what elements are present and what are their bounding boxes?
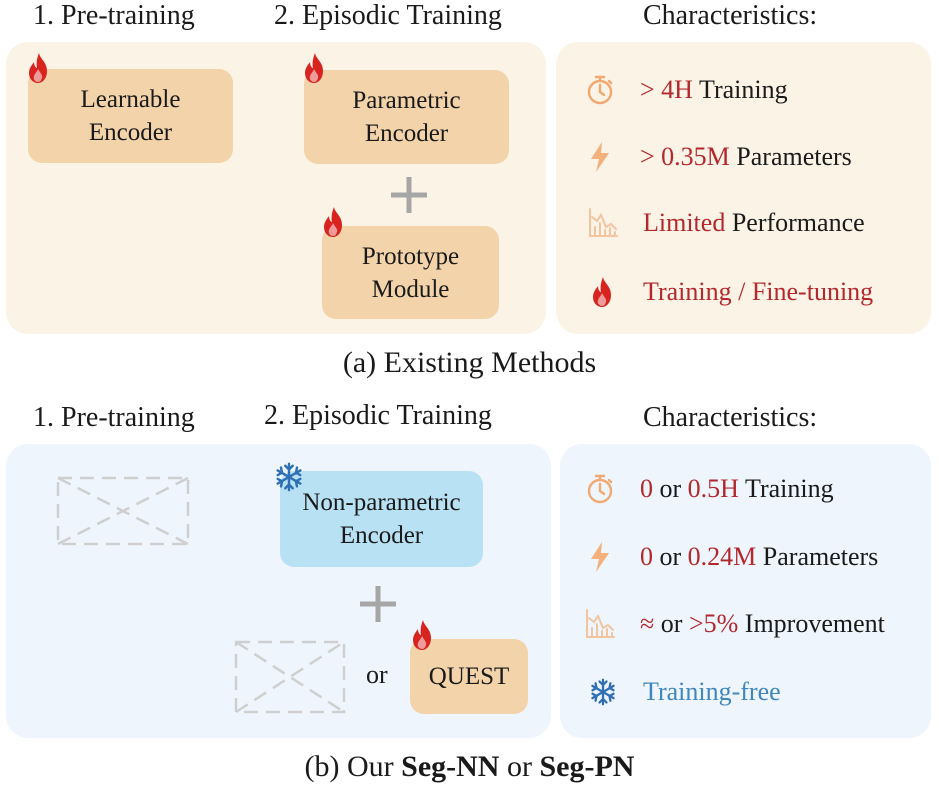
caption-or: or [499, 750, 540, 783]
stopwatch-icon [584, 473, 616, 505]
prototype-module-line2: Module [371, 275, 450, 303]
char-row-performance [585, 205, 865, 241]
nonparametric-encoder-box [280, 471, 483, 567]
or-label: or [366, 660, 388, 689]
char-value-b: 0.24M [687, 542, 757, 571]
char-text: Parameters [756, 542, 879, 571]
plus-icon [389, 175, 429, 215]
char-value-b: 0.5H [687, 474, 739, 503]
char-row-parameters [582, 139, 852, 175]
caption-seg-pn: Seg-PN [539, 750, 635, 783]
stage-title-pretraining: 1. Pre-training [33, 402, 195, 433]
flame-icon [591, 276, 615, 308]
parametric-encoder-box [304, 70, 509, 164]
char-value-a: 0 [640, 474, 653, 503]
flame-icon [303, 52, 327, 84]
char-training-free: Training-free [643, 677, 781, 706]
empty-module-placeholder [234, 640, 346, 714]
prototype-module-box [322, 226, 499, 319]
char-value-b: >5% [688, 609, 739, 638]
nonparametric-encoder-line2: Encoder [339, 522, 424, 549]
char-highlight: Training / Fine-tuning [643, 277, 874, 306]
bar-chart-icon [587, 207, 619, 239]
char-text: Training [692, 75, 788, 104]
caption-our-methods [0, 750, 939, 784]
caption-seg-nn: Seg-NN [401, 750, 500, 783]
char-row-parameters [582, 539, 878, 575]
learnable-encoder-line1: Learnable [80, 86, 181, 113]
char-text: Improvement [738, 609, 885, 638]
learnable-encoder-box [28, 69, 233, 163]
plus-icon [358, 584, 398, 624]
stage-title-episodic: 2. Episodic Training [274, 0, 502, 31]
characteristics-title: Characteristics: [643, 0, 818, 31]
char-highlight: > 4H [640, 75, 693, 104]
empty-module-placeholder [56, 476, 190, 546]
learnable-encoder-line2: Encoder [88, 119, 173, 146]
char-row-training [585, 274, 873, 310]
characteristics-title: Characteristics: [643, 402, 818, 433]
snowflake-icon [274, 462, 304, 492]
char-row-improvement [582, 606, 885, 642]
flame-icon [322, 206, 346, 238]
char-or: or [653, 542, 688, 571]
char-row-training-time [582, 471, 834, 507]
stage-title-pretraining: 1. Pre-training [33, 0, 195, 31]
nonparametric-encoder-line1: Non-parametric [302, 489, 461, 516]
stopwatch-icon [584, 74, 616, 106]
lightning-icon [588, 541, 612, 573]
char-row-training-time [582, 72, 788, 108]
char-or: or [653, 474, 688, 503]
char-value-a: ≈ [640, 609, 655, 638]
flame-icon [411, 619, 435, 651]
char-text: Training [738, 474, 834, 503]
char-highlight: > 0.35M [640, 142, 730, 171]
quest-label: QUEST [428, 663, 510, 690]
lightning-icon [588, 141, 612, 173]
stage-title-episodic: 2. Episodic Training [264, 400, 492, 431]
parametric-encoder-line2: Encoder [364, 120, 449, 147]
flame-icon [27, 52, 51, 84]
parametric-encoder-line1: Parametric [352, 87, 461, 114]
prototype-module-line1: Prototype [361, 242, 460, 270]
char-or: or [654, 609, 689, 638]
char-text: Performance [725, 208, 865, 237]
char-text: Parameters [729, 142, 852, 171]
char-row-training-free [585, 674, 781, 710]
bar-chart-icon [584, 608, 616, 640]
caption-prefix: (b) Our [304, 750, 402, 783]
char-value-a: 0 [640, 542, 653, 571]
char-highlight: Limited [643, 208, 726, 237]
snowflake-icon [589, 678, 617, 706]
caption-existing-methods: (a) Existing Methods [342, 346, 597, 379]
